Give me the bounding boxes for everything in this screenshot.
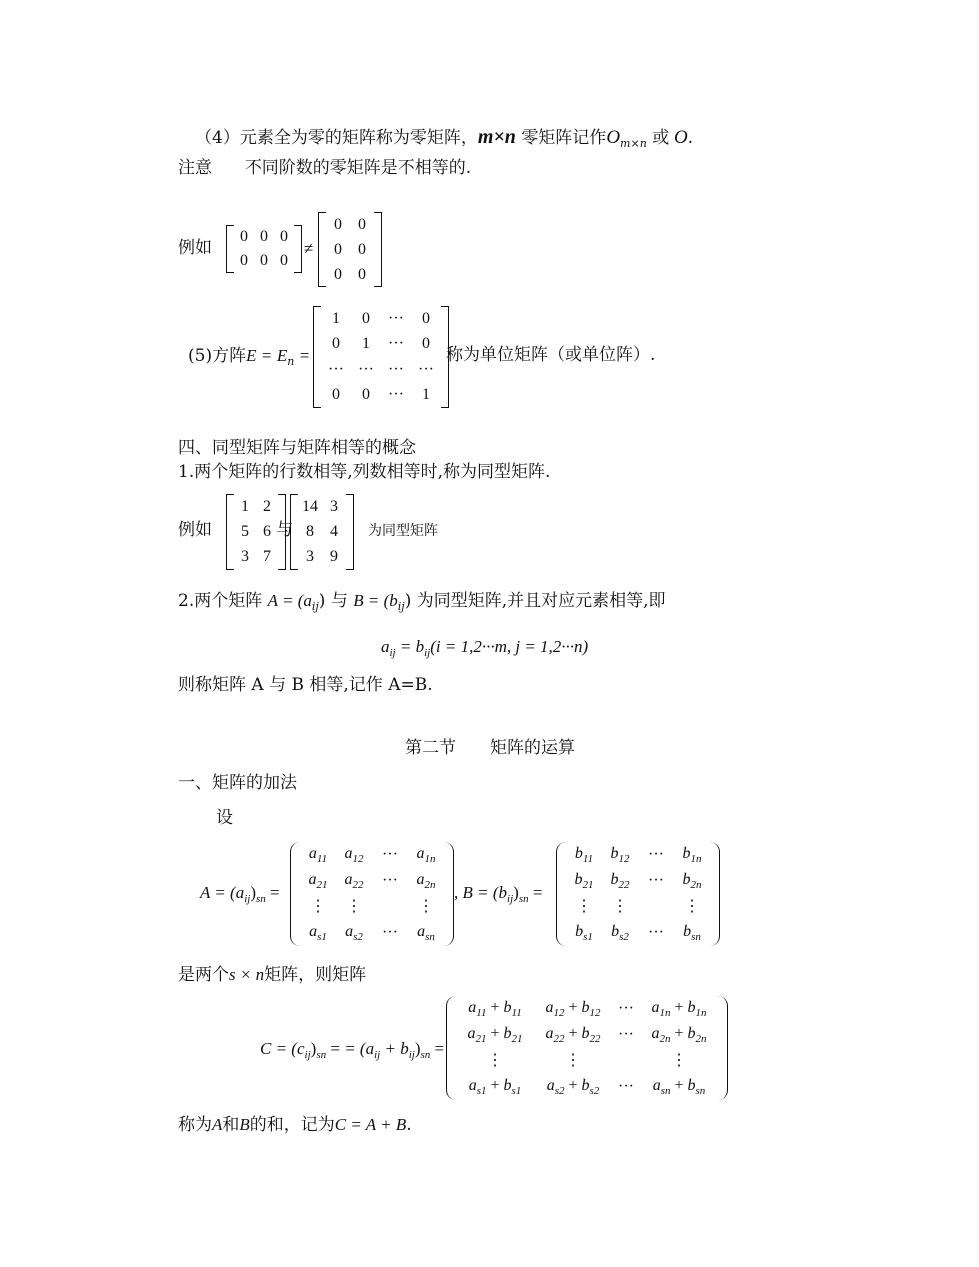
matrix-cell: $a_{sn} + b_{sn}$ <box>652 1076 706 1097</box>
matrix-cell: $a_{2n}$ <box>416 870 436 891</box>
let-text: 设 <box>216 808 233 828</box>
matrix-cell: $a_{sn}$ <box>417 922 435 943</box>
O-symbol-2: O <box>673 127 688 148</box>
A-equals: = <box>270 883 280 902</box>
O-subscript: m×n <box>620 137 647 150</box>
matrix-cell: $b_{s2}$ <box>611 922 629 943</box>
or-text: 或 <box>652 128 670 148</box>
matrix-cell: $a_{11} + b_{11}$ <box>468 998 522 1019</box>
matrix-cell: 1 <box>332 309 340 327</box>
matrix-cell: $b_{1n}$ <box>682 844 702 865</box>
C-def-text: C = (c <box>260 1039 305 1058</box>
A-matrix <box>290 842 454 946</box>
period: . <box>687 128 694 148</box>
comma: , <box>454 883 459 902</box>
matrix-cell: ··· <box>388 309 404 327</box>
equality-conclusion: 则称矩阵 A 与 B 相等,记作 A=B. <box>178 675 433 695</box>
B-def: B = (b <box>353 591 398 610</box>
matrix-cell: $b_{12}$ <box>610 844 630 865</box>
matrix-cell: 0 <box>334 240 342 258</box>
C-ij-3: ij <box>408 1049 415 1061</box>
matrix-cell: 0 <box>332 386 340 404</box>
matrix-cell: $a_{s2}$ <box>345 922 363 943</box>
matrix-cell: ⋮ <box>684 898 700 915</box>
B-sn: sn <box>518 893 529 905</box>
C-plus: + b <box>380 1039 409 1058</box>
matrix-cell: ··· <box>618 1000 634 1017</box>
two-matrices-a: 是两个 <box>178 965 229 985</box>
identity-prefix: (5)方阵 <box>188 346 247 366</box>
matrix-cell: $b_{21}$ <box>574 870 594 891</box>
point2-text: 2.两个矩阵 <box>178 591 263 611</box>
E-n-symbol: E <box>276 346 288 365</box>
A-def: A = (a <box>267 591 312 610</box>
matrix-cell: 0 <box>358 240 366 258</box>
and-text: 与 <box>276 520 293 540</box>
matrix-cell: ··· <box>382 846 398 863</box>
matrix-cell: $a_{22} + b_{22}$ <box>545 1024 601 1045</box>
zero-matrix-definition <box>195 127 693 149</box>
matrix-cell: ⋮ <box>346 898 362 915</box>
B-equals: = <box>532 883 543 902</box>
matrix-cell: ··· <box>388 386 404 404</box>
matrix-cell: ··· <box>618 1026 634 1043</box>
B-ij: ij <box>507 893 514 905</box>
sum-a: 称为 <box>178 1115 212 1135</box>
matrix-cell: ··· <box>328 360 344 378</box>
matrix-cell: $a_{12}$ <box>344 844 364 865</box>
C-mid: = (a <box>339 1039 375 1058</box>
n-subscript: n <box>287 355 295 368</box>
E-symbol: E <box>246 346 257 365</box>
matrix-cell: 5 <box>241 522 249 540</box>
C-matrix <box>446 996 728 1100</box>
eq-ij: ij <box>389 647 396 659</box>
matrix-cell: $a_{1n}$ <box>416 844 436 865</box>
zero-matrix-notation-text: 零矩阵记作 <box>521 128 607 148</box>
identity-definition <box>188 347 309 367</box>
point2-rest: ) 为同型矩阵,并且对应元素相等,即 <box>404 591 666 611</box>
note-line <box>178 160 471 177</box>
matrix-cell: ⋮ <box>418 898 434 915</box>
identity-suffix: 称为单位矩阵（或单位阵）. <box>446 345 656 365</box>
identity-matrix <box>313 306 449 408</box>
matrix-cell: 7 <box>263 547 271 565</box>
matrix-cell: $a_{22}$ <box>344 870 364 891</box>
matrix-cell: 0 <box>332 335 340 353</box>
matrix-cell: $a_{s1} + b_{s1}$ <box>468 1076 522 1097</box>
not-equal-sign: ≠ <box>304 239 314 258</box>
matrix-cell: 0 <box>334 265 342 283</box>
sum-b: 的和，记为 <box>249 1115 335 1135</box>
B-matrix <box>556 842 720 946</box>
matrix-cell: $a_{s2} + b_{s2}$ <box>546 1076 600 1097</box>
matrix-cell: $b_{11}$ <box>574 844 594 865</box>
matrix-cell: ⋮ <box>487 1052 503 1069</box>
matrix-cell: ··· <box>388 335 404 353</box>
matrix-cell: $b_{s1}$ <box>575 922 593 943</box>
ij-sub: ij <box>311 600 319 613</box>
O-symbol: O <box>606 127 621 148</box>
matrix-cell: 2 <box>263 497 271 515</box>
matrix-cell: $a_{s1}$ <box>309 922 327 943</box>
matrix-cell: 14 <box>302 497 318 515</box>
matrix-cell: $a_{12} + b_{12}$ <box>545 998 601 1019</box>
two-matrices-text <box>178 966 366 984</box>
matrix-cell: 0 <box>260 228 268 245</box>
zero-matrix-text: （4）元素全为零的矩阵称为零矩阵， <box>195 128 478 148</box>
note-text: 不同阶数的零矩阵是不相等的. <box>244 158 472 178</box>
matrix-cell: 4 <box>330 522 338 540</box>
matrix-cell: ··· <box>388 360 404 378</box>
matrix-cell: $b_{22}$ <box>610 870 630 891</box>
equals: = <box>261 346 272 365</box>
m-times-n: m×n <box>477 126 516 148</box>
matrix-cell: ··· <box>382 872 398 889</box>
matrix-cell: 1 <box>241 497 249 515</box>
matrix-cell: 0 <box>358 215 366 233</box>
example-label: 例如 <box>178 238 212 258</box>
matrix-cell: 0 <box>422 309 430 327</box>
matrix-cell: $a_{2n} + b_{2n}$ <box>651 1024 707 1045</box>
matrix-cell: 3 <box>241 547 249 565</box>
matrix-cell: 0 <box>280 228 288 245</box>
matrix-cell: ⋮ <box>612 898 628 915</box>
matrix-cell: 0 <box>362 386 370 404</box>
B-definition: , $B = (b_{ij})_{sn}$ = <box>454 883 543 905</box>
matrix-cell: $a_{21} + b_{21}$ <box>467 1024 523 1045</box>
A-sn: sn <box>256 893 266 905</box>
C-ij-2: ij <box>374 1049 381 1061</box>
sum-B: B <box>239 1115 250 1134</box>
matrix-cell: 0 <box>240 228 248 245</box>
matrix-cell: 0 <box>362 309 370 327</box>
example-label-2: 例如 <box>178 520 212 540</box>
B-def-text: B = (b <box>462 883 508 902</box>
and-text-2: ) 与 <box>318 591 348 611</box>
matrix-cell: ··· <box>648 872 664 889</box>
equality-formula <box>381 638 588 659</box>
sum-A: A <box>212 1115 223 1134</box>
matrix-cell: $b_{sn}$ <box>683 922 701 943</box>
C-definition: $C = (c_{ij})_{sn}$ = = $(a_{ij} + b_{ij})_{sn}$ = <box>260 1039 445 1061</box>
sum-and: 和 <box>222 1115 240 1135</box>
matrix-cell: ⋮ <box>576 898 592 915</box>
matrix-cell: 0 <box>334 215 342 233</box>
matrix-cell: $a_{1n} + b_{1n}$ <box>651 998 707 1019</box>
sum-definition <box>178 1116 412 1134</box>
eq-ij-2: ij <box>424 647 431 659</box>
example-matrix-2 <box>290 494 354 570</box>
equals-2: = <box>299 346 310 365</box>
matrix-cell: ··· <box>618 1078 634 1095</box>
matrix-cell: 1 <box>422 386 430 404</box>
eq-a: a <box>381 637 390 656</box>
matrix-cell: 0 <box>422 335 430 353</box>
A-ij: ij <box>244 893 251 905</box>
matrix-cell: 3 <box>330 497 338 515</box>
matrix-cell: ··· <box>648 846 664 863</box>
zero-matrix-3x2 <box>318 212 382 287</box>
matrix-equality-condition <box>178 592 666 612</box>
ij-sub-2: ij <box>397 600 405 613</box>
eq-tail: (i = 1,2···m, j = 1,2···n) <box>430 637 589 656</box>
section-heading: 四、同型矩阵与矩阵相等的概念 <box>178 438 416 458</box>
C-equals: = <box>434 1039 445 1058</box>
matrix-cell: 9 <box>330 547 338 565</box>
same-type-definition: 1.两个矩阵的行数相等,列数相等时,称为同型矩阵. <box>178 462 551 482</box>
matrix-cell: 6 <box>263 522 271 540</box>
matrix-cell: 3 <box>306 547 314 565</box>
C-ij: ij <box>304 1049 311 1061</box>
matrix-cell: 8 <box>306 522 314 540</box>
note-label: 注意 <box>178 158 212 178</box>
zero-matrix-2x3 <box>226 225 302 273</box>
matrix-cell: $a_{21}$ <box>308 870 328 891</box>
C-sn-2: sn <box>420 1049 431 1061</box>
matrix-cell: $a_{11}$ <box>308 844 328 865</box>
matrix-cell: ⋮ <box>310 898 326 915</box>
matrix-cell: 0 <box>358 265 366 283</box>
matrix-cell: $b_{2n}$ <box>682 870 702 891</box>
matrix-cell: 0 <box>240 252 248 269</box>
A-definition: $A = (a_{ij})_{sn}$ = <box>200 883 280 905</box>
eq-mid: = b <box>395 637 425 656</box>
matrix-cell: ··· <box>418 360 434 378</box>
matrix-addition-heading: 一、矩阵的加法 <box>178 773 297 793</box>
matrix-cell: 1 <box>362 335 370 353</box>
matrix-cell: ⋮ <box>565 1052 581 1069</box>
matrix-cell: ··· <box>648 924 664 941</box>
sum-end: . <box>406 1115 412 1135</box>
A-def-text: A = (a <box>200 883 245 902</box>
two-matrices-b: 矩阵，则矩阵 <box>264 965 367 985</box>
C-sn: sn <box>316 1049 327 1061</box>
matrix-cell: 0 <box>260 252 268 269</box>
s-times-n: s × n <box>229 965 265 984</box>
matrix-cell: ··· <box>382 924 398 941</box>
same-type-label: 为同型矩阵 <box>368 523 438 539</box>
section-title: 第二节 矩阵的运算 <box>405 738 575 758</box>
matrix-cell: ⋮ <box>671 1052 687 1069</box>
sum-eq: C = A + B <box>334 1115 407 1134</box>
matrix-cell: ··· <box>358 360 374 378</box>
matrix-cell: 0 <box>280 252 288 269</box>
